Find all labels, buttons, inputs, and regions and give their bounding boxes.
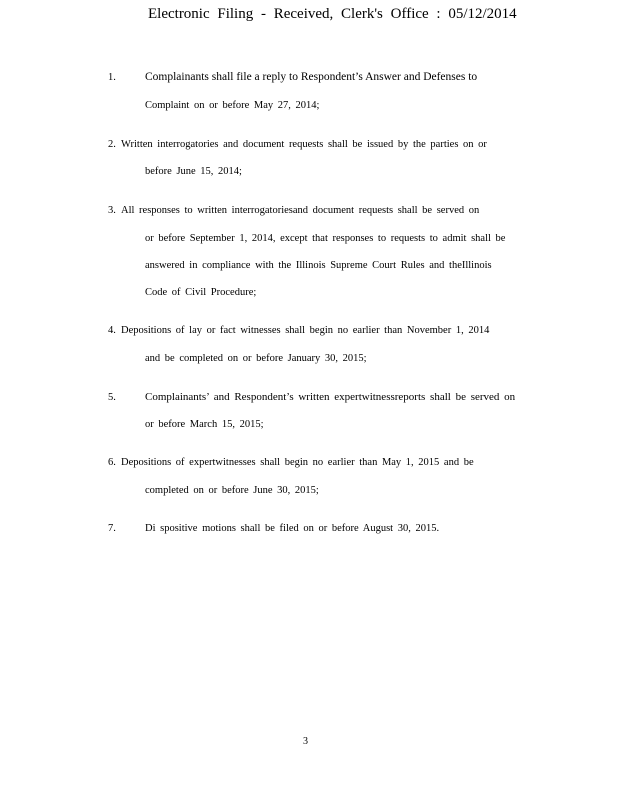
item-line: Complainants’ and Respondent’s written expertwitnessreports shall be served on — [145, 391, 516, 403]
item-line: Complainants shall file a reply to Respondent’s Answer and Defenses to — [145, 71, 478, 83]
item-number: 6. — [108, 457, 116, 468]
item-line: Code of Civil Procedure; — [145, 287, 257, 298]
item-line: Depositions of expertwitnesses shall begin no earlier than May 1, 2015 and be — [121, 457, 474, 468]
item-number: 4. — [108, 325, 116, 336]
item-number: 7. — [108, 523, 116, 534]
item-line: before June 15, 2014; — [145, 166, 242, 177]
item-line: or before March 15, 2015; — [145, 419, 264, 430]
item-line: Depositions of lay or fact witnesses shall begin no earlier than November 1, 2014 — [121, 325, 490, 336]
item-number: 1. — [108, 72, 116, 83]
page-number: 3 — [303, 736, 308, 747]
item-line: completed on or before June 30, 2015; — [145, 485, 319, 496]
item-line: answered in compliance with the Illinois Supreme Court Rules and theIllinois — [145, 260, 492, 271]
item-number: 2. — [108, 139, 116, 150]
item-number: 5. — [108, 392, 116, 403]
item-line: Complaint on or before May 27, 2014; — [145, 100, 320, 111]
item-number: 3. — [108, 205, 116, 216]
item-line: or before September 1, 2014, except that responses to requests to admit shall be — [145, 233, 506, 244]
item-line: Written interrogatories and document requests shall be issued by the parties on or — [121, 139, 487, 150]
item-line: All responses to written interrogatoriesand document requests shall be served on — [121, 205, 480, 216]
item-line: and be completed on or before January 30, 2015; — [145, 353, 367, 364]
filing-stamp-header: Electronic Filing - Received, Clerk's Office : 05/12/2014 — [148, 6, 517, 22]
item-line: Di spositive motions shall be filed on or before August 30, 2015. — [145, 523, 440, 534]
